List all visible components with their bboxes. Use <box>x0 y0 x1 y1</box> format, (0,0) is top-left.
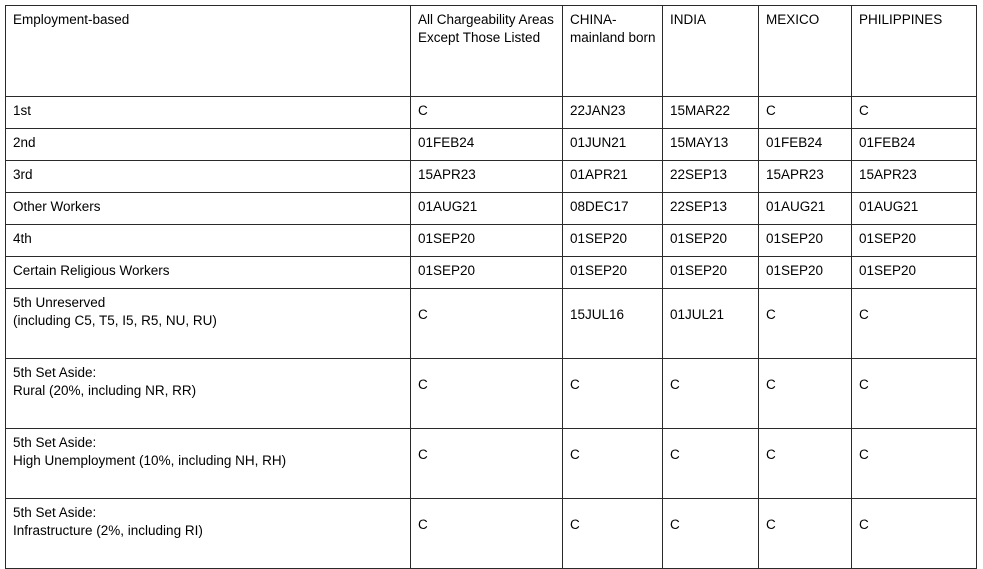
row-category-sublabel: Infrastructure (2%, including RI) <box>13 522 203 538</box>
row-value-philippines: 01SEP20 <box>852 225 977 257</box>
row-value-all-areas: C <box>411 429 563 499</box>
row-value-philippines: 01FEB24 <box>852 129 977 161</box>
row-category-label: 3rd <box>13 167 33 182</box>
row-value-philippines: C <box>852 499 977 569</box>
row-value-china: 15JUL16 <box>563 289 663 359</box>
row-value-india: 22SEP13 <box>663 193 759 225</box>
row-category-label: 5th Set Aside: <box>13 505 97 520</box>
row-category <box>6 225 411 257</box>
table-row <box>6 193 977 225</box>
table-row <box>6 499 977 569</box>
row-value-all-areas: C <box>411 499 563 569</box>
row-value-philippines: C <box>852 359 977 429</box>
row-category-label: Other Workers <box>13 199 101 214</box>
row-value-china: 22JAN23 <box>563 97 663 129</box>
row-category <box>6 193 411 225</box>
row-value-mexico: C <box>759 359 852 429</box>
row-category-label: 1st <box>13 103 32 118</box>
row-category-sublabel: (including C5, T5, I5, R5, NU, RU) <box>13 312 217 328</box>
row-value-mexico: C <box>759 499 852 569</box>
column-header-india: INDIA <box>663 6 759 97</box>
row-value-mexico: 01SEP20 <box>759 225 852 257</box>
row-value-philippines: 15APR23 <box>852 161 977 193</box>
row-value-china: C <box>563 359 663 429</box>
row-category <box>6 129 411 161</box>
row-value-all-areas: 15APR23 <box>411 161 563 193</box>
visa-bulletin-sheet <box>5 5 976 569</box>
column-header-all-chargeability-areas: All Chargeability Areas Except Those Listed <box>411 6 563 97</box>
row-value-china: 01JUN21 <box>563 129 663 161</box>
row-category-sublabel: High Unemployment (10%, including NH, RH) <box>13 452 287 468</box>
row-value-china: 01SEP20 <box>563 225 663 257</box>
row-value-india: 01SEP20 <box>663 257 759 289</box>
row-category <box>6 499 411 569</box>
row-category-sublabel: Rural (20%, including NR, RR) <box>13 382 197 398</box>
row-value-philippines: 01AUG21 <box>852 193 977 225</box>
row-value-india: 22SEP13 <box>663 161 759 193</box>
row-category <box>6 161 411 193</box>
row-category <box>6 429 411 499</box>
column-header-philippines: PHILIPPINES <box>852 6 977 97</box>
row-value-china: C <box>563 499 663 569</box>
row-value-philippines: C <box>852 289 977 359</box>
row-value-all-areas: C <box>411 289 563 359</box>
row-value-india: C <box>663 429 759 499</box>
row-value-india: 15MAR22 <box>663 97 759 129</box>
table-row <box>6 225 977 257</box>
row-value-mexico: C <box>759 289 852 359</box>
row-category <box>6 359 411 429</box>
row-value-mexico: C <box>759 429 852 499</box>
table-row <box>6 359 977 429</box>
row-category <box>6 289 411 359</box>
row-value-all-areas: 01SEP20 <box>411 257 563 289</box>
row-category-label: 5th Set Aside: <box>13 365 97 380</box>
table-row <box>6 289 977 359</box>
table-row <box>6 429 977 499</box>
row-value-mexico: 01SEP20 <box>759 257 852 289</box>
table-header-row <box>6 6 977 97</box>
row-category-label: Certain Religious Workers <box>13 263 170 278</box>
row-value-philippines: 01SEP20 <box>852 257 977 289</box>
row-value-mexico: 15APR23 <box>759 161 852 193</box>
row-value-all-areas: C <box>411 359 563 429</box>
row-value-philippines: C <box>852 429 977 499</box>
row-category <box>6 97 411 129</box>
row-value-india: C <box>663 499 759 569</box>
column-header-mexico: MEXICO <box>759 6 852 97</box>
column-header-china-mainland-born: CHINA-mainland born <box>563 6 663 97</box>
row-value-mexico: 01FEB24 <box>759 129 852 161</box>
row-value-all-areas: C <box>411 97 563 129</box>
row-category <box>6 257 411 289</box>
row-value-china: 08DEC17 <box>563 193 663 225</box>
row-value-all-areas: 01SEP20 <box>411 225 563 257</box>
row-category-label: 4th <box>13 231 32 246</box>
row-value-india: C <box>663 359 759 429</box>
column-header-employment-based: Employment-based <box>6 6 411 97</box>
table-header <box>6 6 977 97</box>
table-row <box>6 129 977 161</box>
row-value-mexico: 01AUG21 <box>759 193 852 225</box>
row-value-china: 01SEP20 <box>563 257 663 289</box>
row-category-label: 5th Unreserved <box>13 295 106 310</box>
row-category-label: 5th Set Aside: <box>13 435 97 450</box>
row-value-india: 15MAY13 <box>663 129 759 161</box>
row-value-all-areas: 01AUG21 <box>411 193 563 225</box>
row-value-india: 01SEP20 <box>663 225 759 257</box>
row-value-philippines: C <box>852 97 977 129</box>
table-row <box>6 161 977 193</box>
row-category-label: 2nd <box>13 135 36 150</box>
table-body <box>6 97 977 569</box>
table-row <box>6 257 977 289</box>
row-value-india: 01JUL21 <box>663 289 759 359</box>
row-value-mexico: C <box>759 97 852 129</box>
table-row <box>6 97 977 129</box>
row-value-china: C <box>563 429 663 499</box>
employment-based-final-action-dates-table <box>5 5 977 569</box>
row-value-china: 01APR21 <box>563 161 663 193</box>
row-value-all-areas: 01FEB24 <box>411 129 563 161</box>
